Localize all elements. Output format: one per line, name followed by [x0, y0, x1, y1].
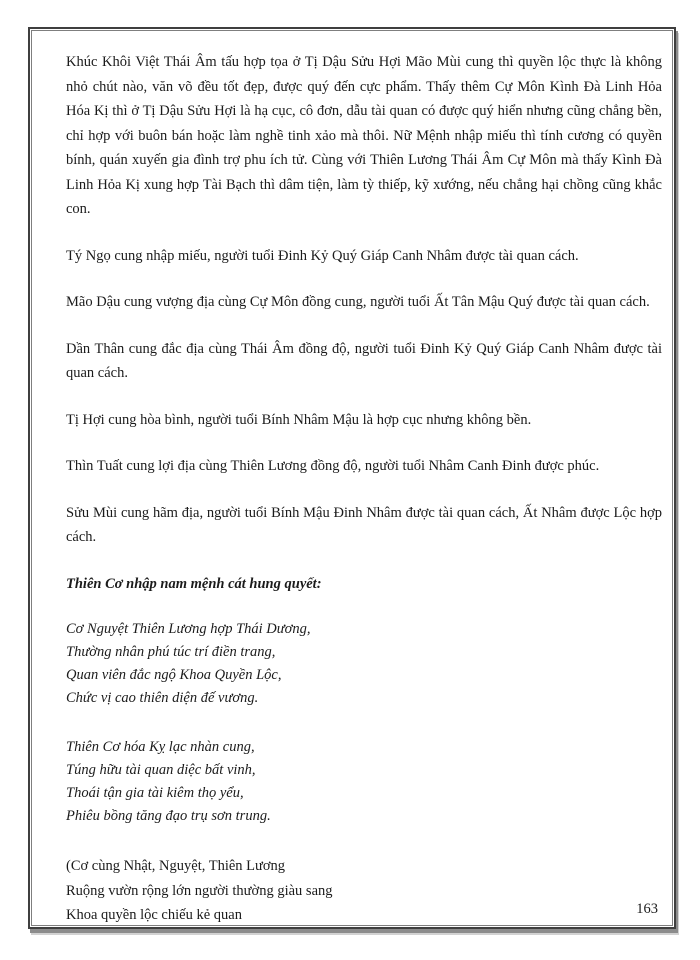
closing-line: (Cơ cùng Nhật, Nguyệt, Thiên Lương [66, 858, 286, 874]
verse-line: Chức vị cao thiên diện đế vương. [66, 690, 259, 706]
paragraph-ty-ngo: Tý Ngọ cung nhập miếu, người tuổi Đinh Kỷ Quý Giáp Canh Nhâm được tài quan cách. [66, 247, 579, 264]
verse-block-2 [66, 736, 662, 828]
closing-line: Ruộng vườn rộng lớn người thường giàu sang [66, 882, 333, 899]
page-number: 163 [636, 901, 658, 917]
verse-block-1 [66, 618, 662, 710]
verse-line: Thiên Cơ hóa Kỵ lạc nhàn cung, [66, 739, 255, 755]
paragraph-dan-than: Dần Thân cung đắc địa cùng Thái Âm đồng độ, người tuổi Đinh Kỷ Quý Giáp Canh Nhâm được tài quan cách. [66, 340, 662, 381]
paragraph-ti-hoi: Tị Hợi cung hòa bình, người tuổi Bính Nhâm Mậu là hợp cục nhưng không bền. [66, 411, 532, 428]
paragraph-khuc-khoi-viet: Khúc Khôi Việt Thái Âm tấu hợp tọa ở Tị Dậu Sửu Hợi Mão Mùi cung thì quyền lộc thực là không nhỏ chút nào, văn võ đều tốt đẹp, được quý đến cực phẩm. Thấy thêm Cự Môn Kình Đà Linh Hỏa Hóa Kị thì ở Tị Dậu Sửu Hợi là hạ cục, cô đơn, dẫu tài quan có được quý hiển nhưng cũng chẳng bền, chỉ hợp với buôn bán hoặc làm nghề tinh xảo mà thôi. Nữ Mệnh nhập miếu thì tính cương có quyền bính, quán xuyến gia đình trợ phu ích tử. Cùng với Thiên Lương Thái Âm Cự Môn mà thấy Kình Đà Linh Hỏa Kị xung hợp Tài Bạch thì dâm tiện, làm tỳ thiếp, kỹ xướng, nếu chẳng hại chồng cũng khắc con. [66, 54, 662, 217]
verse-line: Thoái tận gia tài kiêm thọ yểu, [66, 785, 244, 801]
paragraph-thin-tuat: Thìn Tuất cung lợi địa cùng Thiên Lương đồng độ, người tuổi Nhâm Canh Đinh được phúc. [66, 458, 600, 474]
verse-line: Phiêu bồng tăng đạo trụ sơn trung. [66, 808, 271, 824]
verse-line: Túng hữu tài quan diệc bất vinh, [66, 762, 256, 778]
verse-line: Thường nhân phú túc trí điền trang, [66, 644, 276, 660]
closing-line: Khoa quyền lộc chiếu kẻ quan [66, 907, 242, 923]
verse-line: Cơ Nguyệt Thiên Lương hợp Thái Dương, [66, 621, 311, 637]
section-heading-thien-co: Thiên Cơ nhập nam mệnh cát hung quyết: [66, 575, 322, 592]
paragraph-suu-mui: Sửu Mùi cung hãm địa, người tuổi Bính Mậu Đinh Nhâm được tài quan cách, Ất Nhâm được Lộc hợp cách. [66, 504, 662, 545]
paragraph-mao-dau: Mão Dậu cung vượng địa cùng Cự Môn đồng cung, người tuổi Ất Tân Mậu Quý được tài quan cách. [66, 294, 650, 310]
verse-line: Quan viên đắc ngộ Khoa Quyền Lộc, [66, 667, 282, 683]
closing-commentary-block [66, 854, 662, 928]
page-text-column [66, 50, 662, 928]
